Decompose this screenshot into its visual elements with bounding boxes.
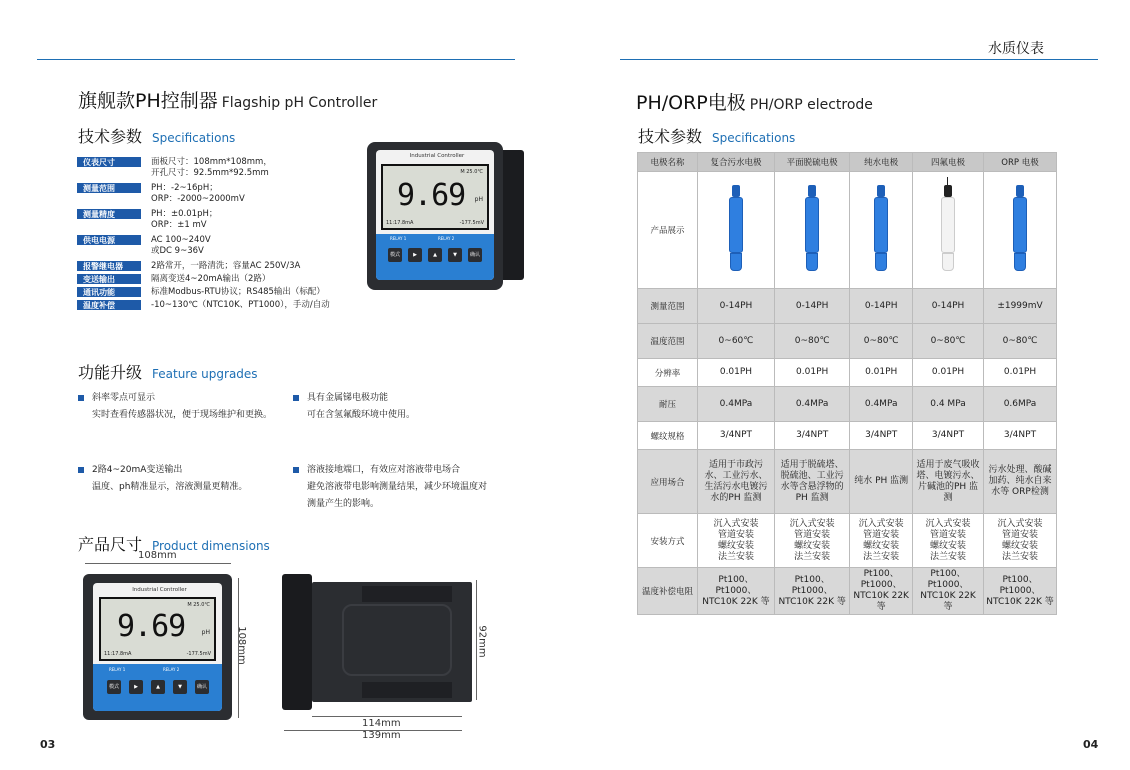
table-cell: 3/4NPT [984,422,1057,450]
column-header: 平面脱硫电极 [774,153,849,172]
spec-row [77,209,217,231]
table-cell: 沉入式安装 管道安装 螺纹安装 法兰安装 [698,514,775,568]
row-header: 产品展示 [638,172,698,289]
confirm-key: 确认 [468,248,482,262]
electrode-image [721,183,751,278]
dim-d1: 114mm [362,718,401,729]
device-mv: -177.5mV [459,220,484,226]
left-specs-heading-en: Specifications [152,131,236,145]
table-row [638,568,1057,615]
table-cell [984,172,1057,289]
right-key: ▶ [129,680,143,694]
right-specs-heading-cn: 技术参数 [638,127,703,146]
table-cell: Pt100、Pt1000、NTC10K 22K 等 [698,568,775,615]
electrode-image [933,183,963,278]
table-row [638,450,1057,514]
device-reading: 9.69 [397,178,466,213]
table-cell [850,172,913,289]
up-key: ▲ [151,680,165,694]
spec-value: -10~130℃（NTC10K、PT1000），手动/自动 [151,300,330,310]
table-row [638,422,1057,450]
up-key: ▲ [428,248,442,262]
bullet-square-icon [78,467,84,473]
left-title [78,86,377,113]
table-cell: 沉入式安装 管道安装 螺纹安装 法兰安装 [984,514,1057,568]
confirm-key: 确认 [195,680,209,694]
table-cell: 沉入式安装 管道安装 螺纹安装 法兰安装 [774,514,849,568]
table-cell: Pt100、Pt1000、NTC10K 22K 等 [850,568,913,615]
table-cell: 0~80℃ [912,324,983,359]
table-header-row [638,153,1057,172]
spec-value: 隔离变送4~20mA输出（2路） [151,274,271,284]
table-cell: 适用于脱硫塔、脱硫池、工业污水等含悬浮物的PH 监测 [774,450,849,514]
row-header: 温度补偿电阻 [638,568,698,615]
table-cell: 0.01PH [850,359,913,387]
features-heading-cn: 功能升级 [78,363,143,382]
table-cell [912,172,983,289]
table-cell: 纯水 PH 监测 [850,450,913,514]
table-cell: 0-14PH [774,289,849,324]
row-header: 螺纹规格 [638,422,698,450]
spec-value: 2路常开，一路清洗；容量AC 250V/3A [151,261,301,271]
front-view: Industrial Controller M 25.0℃ 9.69 pH 11:17.8mA -177.5mV RELAY 1 RELAY 2 模式 ▶ ▲ ▼ 确认 [83,574,232,720]
mode-key: 模式 [107,680,121,694]
dim-d2: 139mm [362,730,401,741]
table-cell: 0~60℃ [698,324,775,359]
table-cell: 0.4MPa [850,387,913,422]
table-row [638,172,1057,289]
table-row [638,359,1057,387]
feature-item: 2路4~20mA变送输出 温度、ph精准显示，溶液测量更精准。 [78,462,247,496]
table-cell: 0~80℃ [850,324,913,359]
table-cell: 3/4NPT [912,422,983,450]
table-cell: 0~80℃ [774,324,849,359]
spec-value: 面板尺寸：108mm*108mm， 开孔尺寸：92.5mm*92.5mm [151,157,272,178]
table-cell: 0-14PH [850,289,913,324]
device-unit: pH [474,196,483,203]
left-top-rule [37,59,515,60]
feature-item: 具有金属锑电极功能 可在含氢氟酸环境中使用。 [293,390,415,424]
features-heading [78,360,258,383]
table-cell [774,172,849,289]
spec-key: 变送输出 [77,274,141,284]
table-corner: 电极名称 [638,153,698,172]
left-specs-heading [78,124,235,147]
spec-key: 报警继电器 [77,261,141,271]
right-key: ▶ [408,248,422,262]
table-cell: 0.4MPa [774,387,849,422]
table-cell: 0.01PH [912,359,983,387]
table-cell: 0.4MPa [698,387,775,422]
left-title-en: Flagship pH Controller [221,95,378,111]
page-number-left: 03 [40,738,56,751]
down-key: ▼ [173,680,187,694]
spec-key: 测量精度 [77,209,141,219]
spec-key: 温度补偿 [77,300,141,310]
device-temp: M 25.0℃ [460,169,483,175]
table-cell: 0-14PH [698,289,775,324]
table-row [638,514,1057,568]
row-header: 分辨率 [638,359,698,387]
electrode-image [1005,183,1035,278]
features-heading-en: Feature upgrades [152,367,258,381]
column-header: 复合污水电极 [698,153,775,172]
table-cell: 适用于废气吸收塔、电镀污水、片碱池的PH 监测 [912,450,983,514]
spec-value: AC 100~240V 或DC 9~36V [151,235,211,256]
table-cell: 污水处理、酸碱加药、纯水自来水等 ORP检测 [984,450,1057,514]
left-specs-heading-cn: 技术参数 [78,127,143,146]
relay1-label: RELAY 1 [390,236,407,241]
dim-d1-line [312,716,462,717]
table-cell: 0.01PH [698,359,775,387]
dims-heading-cn: 产品尺寸 [78,535,143,554]
table-row [638,289,1057,324]
row-header: 温度范围 [638,324,698,359]
table-cell: 0-14PH [912,289,983,324]
down-key: ▼ [448,248,462,262]
table-cell: 沉入式安装 管道安装 螺纹安装 法兰安装 [912,514,983,568]
right-title-cn: PH/ORP电极 [636,92,746,114]
page-number-right: 04 [1083,738,1099,751]
row-header: 测量范围 [638,289,698,324]
spec-value: 标准Modbus-RTU协议；RS485输出（标配） [151,287,325,297]
table-row [638,324,1057,359]
table-cell: 0.6MPa [984,387,1057,422]
table-cell: 3/4NPT [698,422,775,450]
table-cell: Pt100、Pt1000、NTC10K 22K 等 [984,568,1057,615]
spec-key: 供电电源 [77,235,141,245]
table-cell: 0.01PH [774,359,849,387]
controller-image-top [367,142,524,290]
spec-value: PH：-2~16pH； ORP：-2000~2000mV [151,183,245,204]
electrode-image [797,183,827,278]
spec-key: 测量范围 [77,183,141,193]
dim-width: 108mm [138,550,177,561]
dim-width-line [85,563,231,564]
table-cell: 沉入式安装 管道安装 螺纹安装 法兰安装 [850,514,913,568]
dim-height: 108mm [235,626,247,665]
right-specs-heading-en: Specifications [712,131,796,145]
electrode-image [866,183,896,278]
table-cell: 0.01PH [984,359,1057,387]
column-header: 四氟电极 [912,153,983,172]
spec-row [77,300,330,311]
table-cell: 0.4 MPa [912,387,983,422]
device-current: 11:17.8mA [386,220,414,226]
table-cell [698,172,775,289]
column-header: 纯水电极 [850,153,913,172]
section-label: 水质仪表 [988,41,1044,57]
table-cell: 0~80℃ [984,324,1057,359]
dim-depth: 92mm [476,625,488,658]
feature-item: 斜率零点可显示 实时查看传感器状况，便于现场维护和更换。 [78,390,272,424]
relay2-label: RELAY 2 [438,236,455,241]
spec-row [77,235,211,257]
electrode-spec-table [637,152,1057,615]
spec-row [77,287,325,298]
device-label: Industrial Controller [409,153,465,159]
row-header: 应用场合 [638,450,698,514]
right-title [636,88,873,115]
row-header: 耐压 [638,387,698,422]
spec-row [77,274,270,285]
spec-row [77,157,272,179]
feature-item: 溶液接地端口，有效应对溶液带电场合 避免溶液带电影响测量结果，减少环境温度对 测量产生的影响。 [293,462,487,513]
mode-key: 模式 [388,248,402,262]
column-header: ORP 电极 [984,153,1057,172]
right-title-en: PH/ORP electrode [749,97,873,113]
table-row [638,387,1057,422]
table-cell: Pt100、Pt1000、NTC10K 22K 等 [912,568,983,615]
table-cell: Pt100、Pt1000、NTC10K 22K 等 [774,568,849,615]
bullet-square-icon [78,395,84,401]
table-cell: 适用于市政污水、工业污水、生活污水电镀污水的PH 监测 [698,450,775,514]
spec-row [77,183,245,205]
right-specs-heading [638,124,795,147]
bullet-square-icon [293,467,299,473]
dims-heading-en: Product dimensions [152,539,270,553]
side-view [282,574,472,710]
spec-key: 通讯功能 [77,287,141,297]
spec-key: 仪表尺寸 [77,157,141,167]
table-cell: ±1999mV [984,289,1057,324]
right-top-rule [620,59,1098,60]
spec-value: PH：±0.01pH； ORP：±1 mV [151,209,218,230]
table-cell: 3/4NPT [774,422,849,450]
row-header: 安装方式 [638,514,698,568]
table-cell: 3/4NPT [850,422,913,450]
spec-row [77,261,300,272]
left-title-cn: 旗舰款PH控制器 [78,90,218,112]
bullet-square-icon [293,395,299,401]
